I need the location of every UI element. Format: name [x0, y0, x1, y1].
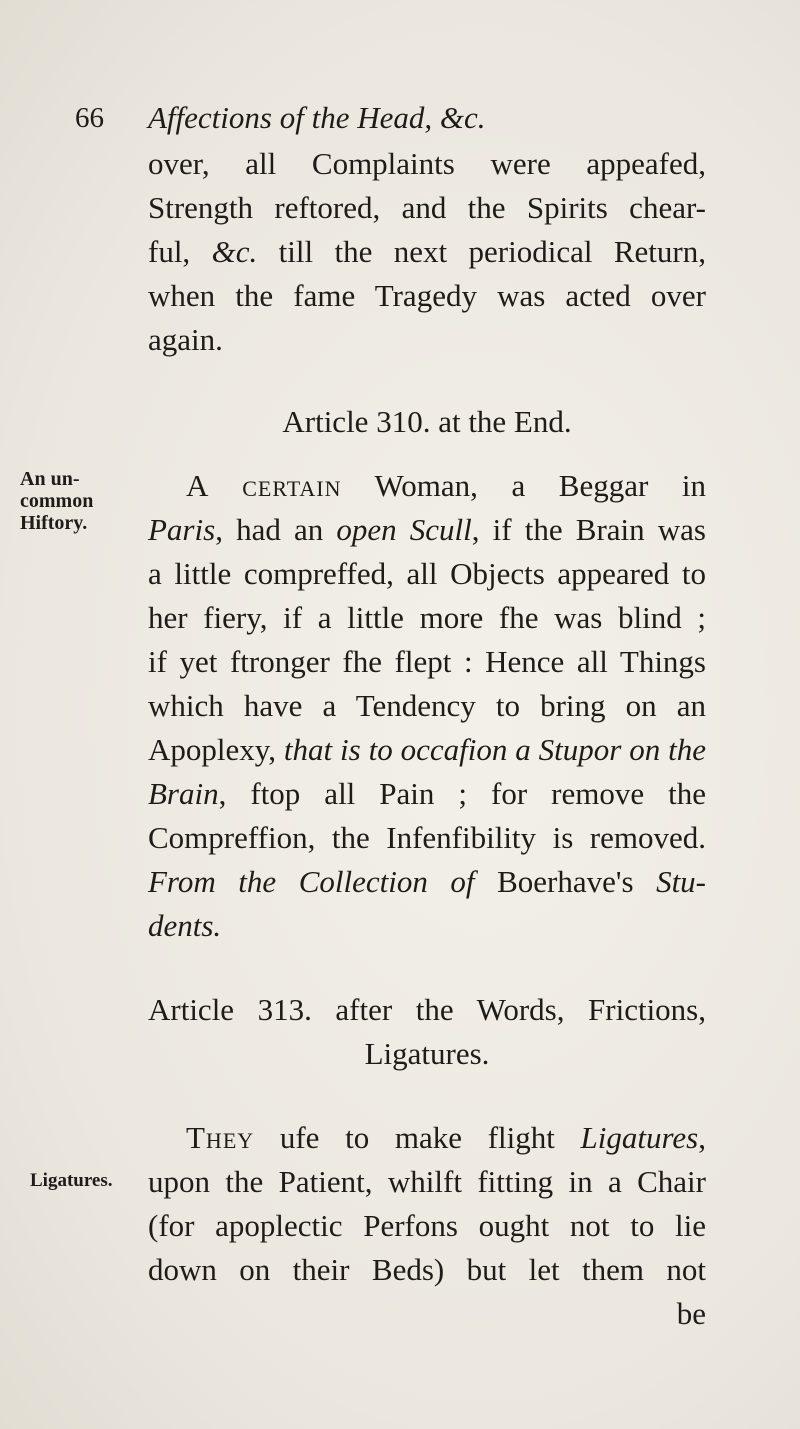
catchword: be [676, 1296, 706, 1331]
text-line: Brain, ftop all Pain ; for remove the [148, 776, 706, 811]
running-header [75, 100, 708, 136]
text-line: a little compreffed, all Objects appeared to [148, 556, 706, 591]
article-heading-310: Article 310. at the End. [282, 404, 572, 439]
text-line: From the Collection of Boerhave's Stu- [148, 864, 706, 899]
text-line: They ufe to make flight Ligatures, [186, 1120, 706, 1155]
margin-note-ligatures: Ligatures. [30, 1170, 113, 1191]
text-line: Strength reftored, and the Spirits chear- [148, 190, 706, 225]
text-line: (for apoplectic Perfons ought not to lie [148, 1208, 706, 1243]
text-line: A certain Woman, a Beggar in [186, 468, 707, 503]
text-line: ful, &c. till the next periodical Return, [148, 234, 706, 269]
text-line: again. [148, 322, 223, 357]
text-line: Compreffion, the Infenfibility is removed. [148, 820, 706, 855]
text-line: down on their Beds) but let them not [148, 1252, 706, 1287]
text-line: if yet ftronger fhe flept : Hence all Things [148, 644, 706, 679]
text-line: when the fame Tragedy was acted over [148, 278, 706, 313]
text-line: which have a Tendency to bring on an [148, 688, 706, 723]
text-line: Paris, had an open Scull, if the Brain was [148, 512, 706, 547]
text-line: over, all Complaints were appeafed, [148, 146, 706, 181]
text-line: dents. [148, 908, 222, 943]
running-title: Affections of the Head, &c. [148, 100, 486, 135]
article-heading-313: Article 313. after the Words, Frictions, [148, 992, 706, 1027]
article-heading-313-cont: Ligatures. [364, 1036, 490, 1071]
margin-note-uncommon-history: An un- common Hiftory. [20, 468, 94, 534]
page-number: 66 [75, 102, 104, 134]
text-line: her fiery, if a little more fhe was blind ; [148, 600, 706, 635]
text-line: Apoplexy, that is to occafion a Stupor on the [148, 732, 707, 767]
text-line: upon the Patient, whilft fitting in a Chair [148, 1164, 706, 1199]
